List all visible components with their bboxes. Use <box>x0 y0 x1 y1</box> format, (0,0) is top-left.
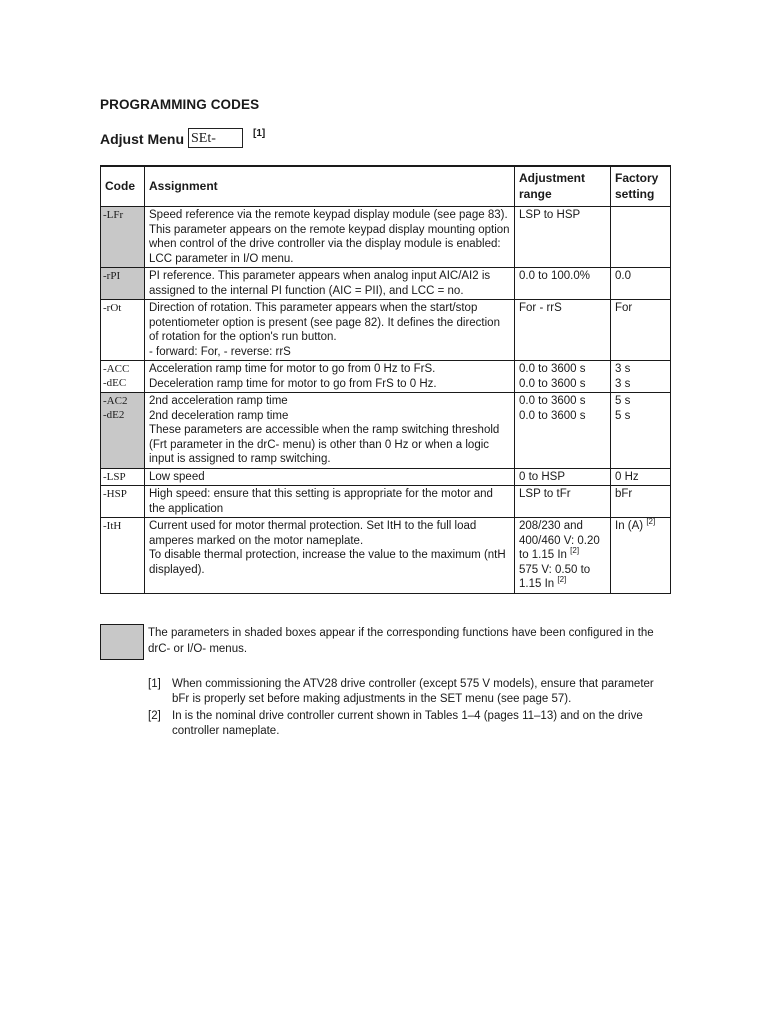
code-cell: -rOt <box>101 300 145 361</box>
code-cell: -HSP <box>101 486 145 518</box>
header-assignment: Assignment <box>145 166 515 207</box>
table-row <box>101 486 671 518</box>
assignment-cell: PI reference. This parameter appears when analog input AIC/AI2 is assigned to the internal PI function (AIC = PII), and LCC = no. <box>145 268 515 300</box>
factory-text: In (A) <box>615 520 644 532</box>
table-row <box>101 361 671 393</box>
table-row <box>101 468 671 486</box>
factory-cell: For <box>611 300 671 361</box>
range-cell: LSP to tFr <box>515 486 611 518</box>
table-header-row <box>101 166 671 207</box>
table-row <box>101 207 671 268</box>
menu-code-box: SEt- <box>188 128 243 148</box>
table-row <box>101 300 671 361</box>
footnote-ref: [2] <box>646 517 656 527</box>
header-factory-setting: Factory setting <box>611 166 671 207</box>
range-text: 575 V: 0.50 to 1.15 In <box>519 563 591 590</box>
footnote-text: In is the nominal drive controller current shown in Tables 1–4 (pages 11–13) and on the drive controller nameplate. <box>172 710 643 737</box>
range-cell <box>515 518 611 594</box>
page-heading: PROGRAMMING CODES <box>100 97 260 112</box>
range-cell: 0.0 to 3600 s 0.0 to 3600 s <box>515 393 611 469</box>
table-row <box>101 393 671 469</box>
table-row <box>101 268 671 300</box>
factory-cell: 0 Hz <box>611 468 671 486</box>
programming-codes-table <box>100 165 671 594</box>
assignment-cell: High speed: ensure that this setting is appropriate for the motor and the application <box>145 486 515 518</box>
factory-cell: 5 s 5 s <box>611 393 671 469</box>
assignment-cell: Low speed <box>145 468 515 486</box>
code-cell: -rPI <box>101 268 145 300</box>
shaded-legend-text: The parameters in shaded boxes appear if the corresponding functions have been configured in the drC- or I/O- menus. <box>148 627 654 655</box>
footnote-ref: [2] <box>570 546 580 556</box>
factory-cell <box>611 518 671 594</box>
code-cell: -AC2 -dE2 <box>101 393 145 469</box>
assignment-cell: Current used for motor thermal protection. Set ItH to the full load amperes marked on the motor nameplate. To disable thermal protection, increase the value to the maximum (ntH displayed). <box>145 518 515 594</box>
code-cell: -ACC -dEC <box>101 361 145 393</box>
footnote-mark: [2] <box>148 710 161 722</box>
code-cell: -LFr <box>101 207 145 268</box>
assignment-cell: 2nd acceleration ramp time 2nd deceleration ramp time These parameters are accessible when the ramp switching threshold (Frt parameter in the drC- menu) is other than 0 Hz or when a logic input is assigned to ramp switching. <box>145 393 515 469</box>
factory-cell: bFr <box>611 486 671 518</box>
code-cell: -LSP <box>101 468 145 486</box>
factory-cell <box>611 207 671 268</box>
range-cell: 0.0 to 3600 s 0.0 to 3600 s <box>515 361 611 393</box>
table-row <box>101 518 671 594</box>
factory-cell: 3 s 3 s <box>611 361 671 393</box>
footnote-mark: [1] <box>148 678 161 690</box>
footnote-ref: [2] <box>557 575 567 585</box>
assignment-cell: Speed reference via the remote keypad display module (see page 83). This parameter appears on the remote keypad display mounting option when control of the drive controller via the display module is enabled: LCC parameter in I/O menu. <box>145 207 515 268</box>
menu-label: Adjust Menu <box>100 131 184 147</box>
range-cell: 0.0 to 100.0% <box>515 268 611 300</box>
assignment-cell: Acceleration ramp time for motor to go from 0 Hz to FrS. Deceleration ramp time for motor to go from FrS to 0 Hz. <box>145 361 515 393</box>
footnote-text: When commissioning the ATV28 drive controller (except 575 V models), ensure that parameter bFr is properly set before making adjustments in the SET menu (see page 57). <box>172 678 654 705</box>
code-cell: -ItH <box>101 518 145 594</box>
header-code: Code <box>101 166 145 207</box>
factory-cell: 0.0 <box>611 268 671 300</box>
menu-footnote-ref: [1] <box>253 128 266 139</box>
assignment-cell: Direction of rotation. This parameter appears when the start/stop potentiometer option is present (see page 82). It defines the direction of rotation for the option's run button. - forward: For, - reverse: rrS <box>145 300 515 361</box>
range-cell: 0 to HSP <box>515 468 611 486</box>
range-cell: LSP to HSP <box>515 207 611 268</box>
range-cell: For - rrS <box>515 300 611 361</box>
header-adjustment-range: Adjustment range <box>515 166 611 207</box>
range-text: 208/230 and 400/460 V: 0.20 to 1.15 In <box>519 520 600 561</box>
shaded-legend-swatch <box>100 624 144 660</box>
